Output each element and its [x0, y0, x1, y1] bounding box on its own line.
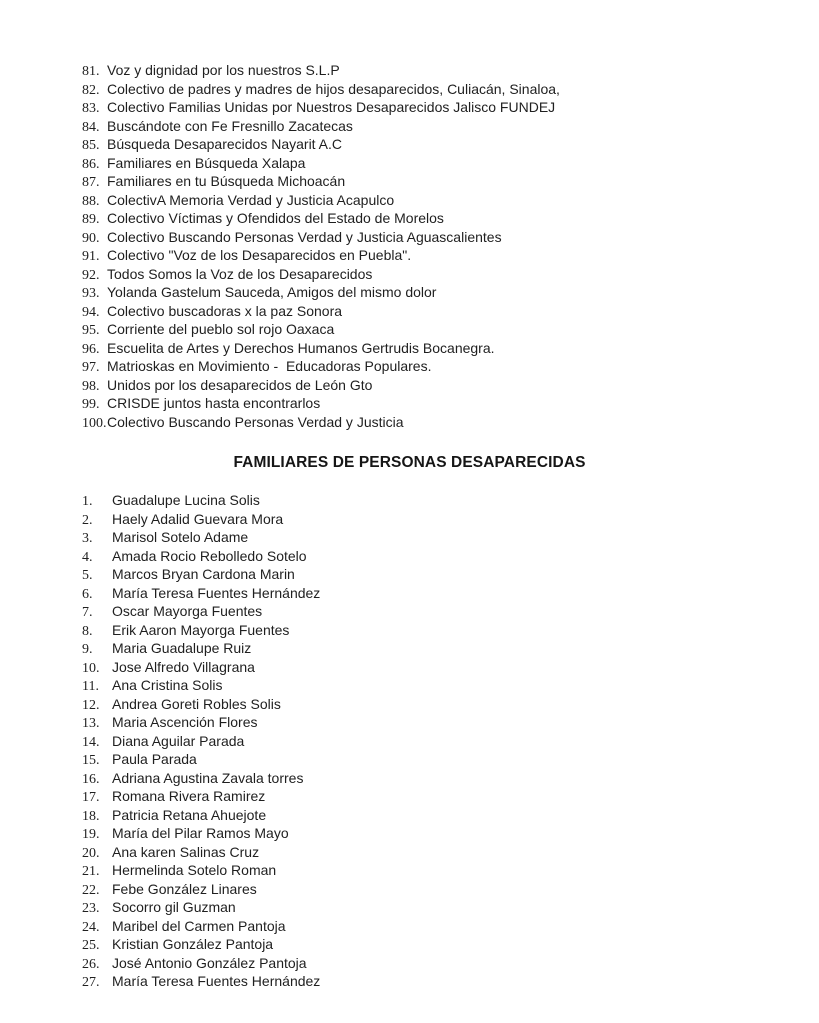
list-item-text: Yolanda Gastelum Sauceda, Amigos del mismo dolor: [107, 284, 437, 300]
list-item-number: 2.: [82, 512, 93, 528]
list-item-text: Unidos por los desaparecidos de León Gto: [107, 376, 373, 393]
list-item-text: Escuelita de Artes y Derechos Humanos Gertrudis Bocanegra.: [107, 339, 495, 356]
list-item: [82, 770, 819, 789]
list-item-number: 15.: [82, 753, 100, 768]
list-item-text: Ana Cristina Solis: [112, 677, 223, 693]
list-item-text: Andrea Goreti Robles Solis: [112, 695, 281, 712]
list-item-text: Jose Alfredo Villagrana: [112, 658, 255, 675]
list-item: [82, 321, 819, 340]
list-item-number: 17.: [82, 790, 100, 805]
list-item-number: 4.: [82, 549, 93, 565]
list-item: [82, 936, 819, 955]
list-item: [82, 585, 819, 604]
list-item-text: Colectivo Víctimas y Ofendidos del Estado de Morelos: [107, 210, 444, 226]
list-item: [82, 640, 819, 659]
list-item-text: Haely Adalid Guevara Mora: [112, 510, 284, 527]
list-item: [82, 62, 819, 81]
list-item: [82, 807, 819, 826]
list-item-text: José Antonio González Pantoja: [112, 954, 307, 971]
list-item-number: 6.: [82, 586, 93, 602]
list-item-number: 1.: [82, 494, 93, 509]
list-item-number: 83.: [82, 101, 100, 116]
list-item-text: Amada Rocio Rebolledo Sotelo: [112, 547, 307, 564]
collectives-list: [0, 62, 819, 432]
list-item-number: 97.: [82, 360, 100, 375]
list-item-text: Erik Aaron Mayorga Fuentes: [112, 621, 290, 638]
list-item-number: 19.: [82, 827, 100, 842]
list-item: [82, 622, 819, 641]
list-item-number: 85.: [82, 138, 100, 153]
list-item: [82, 714, 819, 733]
list-item-text: Búsqueda Desaparecidos Nayarit A.C: [107, 136, 343, 152]
list-item: [82, 844, 819, 863]
list-item-text: Voz y dignidad por los nuestros S.L.P: [107, 62, 340, 78]
list-item-number: 21.: [82, 864, 100, 879]
list-item-number: 94.: [82, 304, 100, 320]
list-item-number: 5.: [82, 568, 93, 583]
list-item-number: 14.: [82, 734, 100, 750]
list-item-text: Colectivo de padres y madres de hijos desaparecidos, Culiacán, Sinaloa,: [107, 80, 560, 97]
list-item-number: 93.: [82, 286, 100, 301]
list-item: [82, 696, 819, 715]
list-item-text: María Teresa Fuentes Hernández: [112, 973, 321, 989]
list-item: [82, 529, 819, 548]
list-item-text: Maria Ascención Flores: [112, 714, 258, 730]
list-item-text: Marcos Bryan Cardona Marin: [112, 566, 295, 582]
list-item: [82, 492, 819, 511]
list-item: [82, 751, 819, 770]
list-item: [82, 173, 819, 192]
list-item: [82, 229, 819, 248]
list-item-text: Socorro gil Guzman: [112, 899, 236, 915]
list-item-text: Colectivo Buscando Personas Verdad y Justicia: [107, 413, 404, 430]
list-item-number: 18.: [82, 808, 100, 824]
list-item-text: María del Pilar Ramos Mayo: [112, 825, 289, 841]
list-item-number: 88.: [82, 193, 100, 209]
list-item-number: 8.: [82, 623, 93, 639]
list-item-number: 27.: [82, 975, 100, 990]
list-item-number: 87.: [82, 175, 100, 190]
list-item-text: Hermelinda Sotelo Roman: [112, 862, 277, 878]
list-item: [82, 210, 819, 229]
list-item-number: 100.: [82, 415, 107, 431]
list-item: [82, 881, 819, 900]
list-item-number: 96.: [82, 341, 100, 357]
list-item-text: Kristian González Pantoja: [112, 936, 274, 952]
list-item: [82, 340, 819, 359]
list-item-number: 13.: [82, 716, 100, 731]
list-item: [82, 81, 819, 100]
list-item: [82, 862, 819, 881]
list-item-text: Buscándote con Fe Fresnillo Zacatecas: [107, 117, 353, 134]
list-item: [82, 973, 819, 992]
list-item-text: Oscar Mayorga Fuentes: [112, 603, 263, 619]
list-item-number: 81.: [82, 64, 100, 79]
list-item: [82, 99, 819, 118]
list-item: [82, 918, 819, 937]
list-item: [82, 192, 819, 211]
section-heading: FAMILIARES DE PERSONAS DESAPARECIDAS: [233, 454, 586, 471]
list-item: [82, 899, 819, 918]
list-item-number: 98.: [82, 378, 100, 394]
list-item: [82, 677, 819, 696]
list-item-number: 7.: [82, 605, 93, 620]
list-item-text: Colectivo buscadoras x la paz Sonora: [107, 302, 343, 319]
list-item: [82, 266, 819, 285]
list-item-text: Ana karen Salinas Cruz: [112, 843, 260, 860]
list-item: [82, 358, 819, 377]
list-item-text: Familiares en Búsqueda Xalapa: [107, 154, 306, 171]
list-item-number: 11.: [82, 679, 99, 694]
list-item: [82, 659, 819, 678]
list-item: [82, 511, 819, 530]
familiares-list: [0, 492, 819, 992]
list-item: [82, 566, 819, 585]
list-item-text: Diana Aguilar Parada: [112, 732, 245, 749]
list-item-number: 12.: [82, 697, 100, 713]
list-item-text: Colectivo Familias Unidas por Nuestros Desaparecidos Jalisco FUNDEJ: [107, 99, 556, 115]
list-item-number: 90.: [82, 230, 100, 246]
list-item-text: Maria Guadalupe Ruiz: [112, 640, 252, 656]
list-item: [82, 284, 819, 303]
list-item-number: 24.: [82, 919, 100, 935]
list-item: [82, 955, 819, 974]
list-item-text: Colectivo Buscando Personas Verdad y Justicia Aguascalientes: [107, 228, 502, 245]
list-item-number: 82.: [82, 82, 100, 98]
list-item: [82, 548, 819, 567]
list-item-number: 22.: [82, 882, 100, 898]
list-item: [82, 603, 819, 622]
list-item: [82, 788, 819, 807]
list-item-text: Romana Rivera Ramirez: [112, 788, 266, 804]
list-item-text: Febe González Linares: [112, 880, 257, 897]
list-item: [82, 247, 819, 266]
list-item: [82, 136, 819, 155]
list-item-text: Corriente del pueblo sol rojo Oaxaca: [107, 321, 335, 337]
list-item-text: Adriana Agustina Zavala torres: [112, 769, 304, 786]
list-item-text: CRISDE juntos hasta encontrarlos: [107, 395, 321, 411]
list-item-text: María Teresa Fuentes Hernández: [112, 584, 321, 601]
list-item-number: 91.: [82, 249, 100, 264]
list-item: [82, 825, 819, 844]
list-item: [82, 733, 819, 752]
list-item-text: Todos Somos la Voz de los Desaparecidos: [107, 265, 373, 282]
list-item-number: 95.: [82, 323, 100, 338]
list-item-number: 23.: [82, 901, 100, 916]
list-item: [82, 155, 819, 174]
list-item-text: Colectivo "Voz de los Desaparecidos en Puebla".: [107, 247, 412, 263]
list-item-text: Patricia Retana Ahuejote: [112, 806, 267, 823]
list-item-number: 10.: [82, 660, 100, 676]
list-item-number: 89.: [82, 212, 100, 227]
list-item: [82, 414, 819, 433]
list-item: [82, 303, 819, 322]
list-item-text: ColectivA Memoria Verdad y Justicia Acapulco: [107, 191, 395, 208]
list-item-text: Maribel del Carmen Pantoja: [112, 917, 286, 934]
list-item-number: 3.: [82, 531, 93, 546]
list-item-text: Paula Parada: [112, 751, 197, 767]
list-item-text: Guadalupe Lucina Solis: [112, 492, 260, 508]
list-item: [82, 395, 819, 414]
list-item-number: 25.: [82, 938, 100, 953]
list-item-text: Familiares en tu Búsqueda Michoacán: [107, 173, 346, 189]
list-item-number: 99.: [82, 397, 100, 412]
list-item-number: 92.: [82, 267, 100, 283]
list-item-number: 9.: [82, 642, 93, 657]
list-item-number: 20.: [82, 845, 100, 861]
list-item-number: 26.: [82, 956, 100, 972]
list-item: [82, 377, 819, 396]
list-item-number: 16.: [82, 771, 100, 787]
list-item: [82, 118, 819, 137]
list-item-text: Matrioskas en Movimiento - Educadoras Populares.: [107, 358, 432, 374]
list-item-number: 84.: [82, 119, 100, 135]
list-item-number: 86.: [82, 156, 100, 172]
list-item-text: Marisol Sotelo Adame: [112, 529, 249, 545]
